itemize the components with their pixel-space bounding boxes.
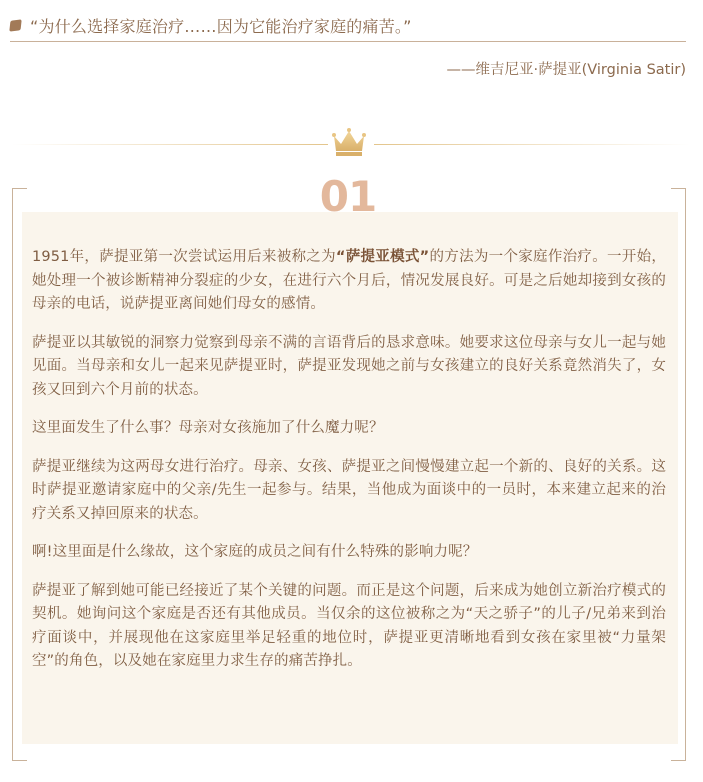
paragraph-2: 萨提亚以其敏锐的洞察力觉察到母亲不满的言语背后的恳求意味。她要求这位母亲与女儿一起与她见面。当母亲和女儿一起来见萨提亚时，萨提亚发现她之前与女孩建立的良好关系竟然消失了，女孩又回到六个月前的状态。	[32, 334, 666, 398]
content-frame	[12, 174, 686, 761]
quote-block-icon	[9, 19, 21, 31]
paragraph-1	[32, 246, 666, 317]
quote-underline	[10, 41, 686, 42]
crown-divider	[12, 126, 690, 160]
frame-corner-bottom-left	[12, 746, 27, 761]
divider-line-right	[374, 144, 690, 145]
paragraph-5: 啊!这里面是什么缘故，这个家庭的成员之间有什么特殊的影响力呢？	[32, 544, 478, 560]
paragraph-6: 萨提亚了解到她可能已经接近了某个关键的问题。而正是这个问题，后来成为她创立新治疗模式的契机。她询问这个家庭是否还有其他成员。当仅余的这位被称之为“天之骄子”的儿子/兄弟来到治疗面谈中，并展现他在这家庭里举足轻重的地位时，萨提亚更清晰地看到女孩在家里被“力量架空”的角色，以及她在家庭里力求生存的痛苦挣扎。	[32, 582, 666, 669]
paragraph-1-text-continued: 的方法为一个家庭作治疗。一开始，她处理一个被诊断精神分裂症的少女，在进行六个月后，情况发展良好。可是之后她却接到女孩的母亲的电话，说萨提亚离间她们母女的感情。	[32, 249, 667, 312]
paragraph-3: 这里面发生了什么事？母亲对女孩施加了什么魔力呢？	[32, 420, 384, 436]
paragraph-4: 萨提亚继续为这两母女进行治疗。母亲、女孩、萨提亚之间慢慢建立起一个新的、良好的关系。这时萨提亚邀请家庭中的父亲/先生一起参与。结果，当他成为面谈中的一员时，本来建立起来的治疗关系又掉回原来的状态。	[32, 458, 666, 522]
divider-line-left	[12, 144, 328, 145]
quote-row	[10, 12, 686, 40]
section-number: 01	[319, 174, 377, 214]
quote-text: “为什么选择家庭治疗……因为它能治疗家庭的痛苦。”	[30, 17, 412, 36]
frame-corner-bottom-right	[671, 746, 686, 761]
quote-attribution: ——维吉尼亚·萨提亚(Virginia Satir)	[446, 62, 686, 78]
paragraph-1-text: 1951年，萨提亚第一次尝试运用后来被称之为	[32, 249, 336, 265]
satir-model-emphasis: “萨提亚模式”	[335, 249, 430, 265]
crown-icon	[331, 126, 367, 158]
article-body	[32, 246, 666, 689]
